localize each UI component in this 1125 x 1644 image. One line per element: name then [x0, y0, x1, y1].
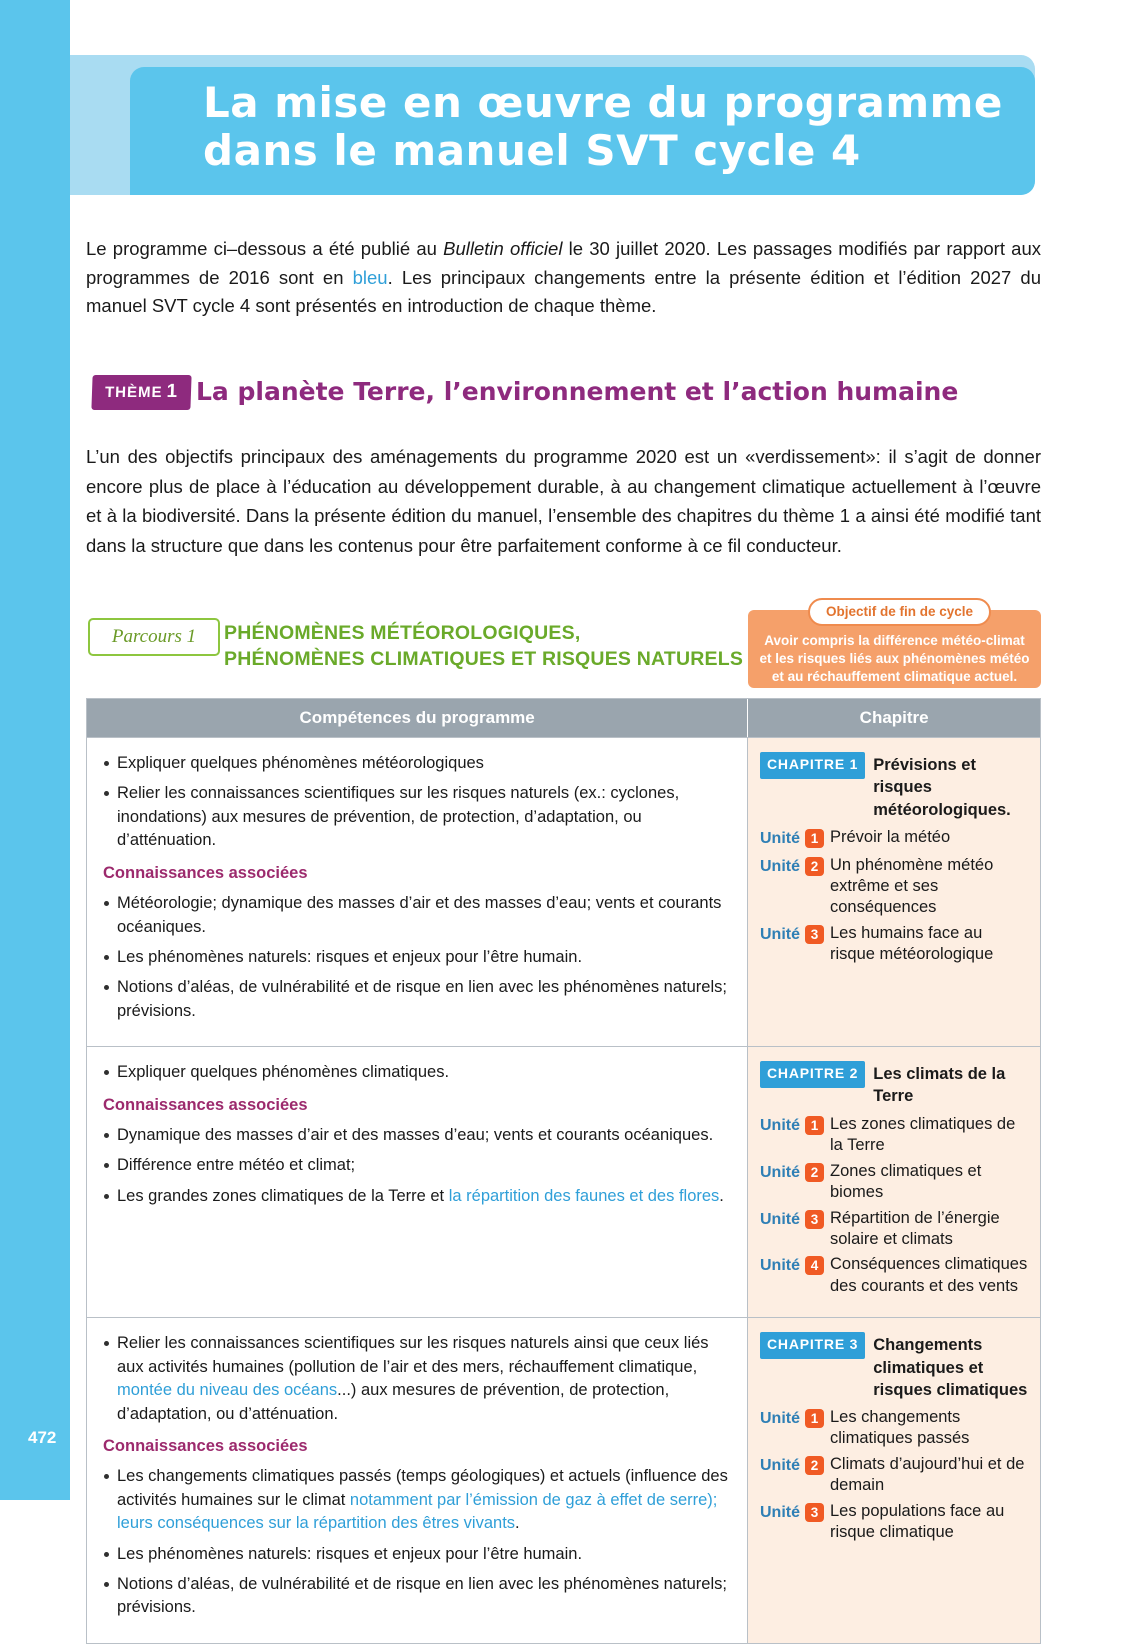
programme-table [86, 698, 1041, 1644]
list-item: Météorologie; dynamique des masses d’air et des masses d’eau; vents et courants océaniques. [103, 892, 731, 939]
chapter-name: Changements climatiques et risques climatiques [873, 1336, 1028, 1399]
page-number: 472 [28, 1428, 57, 1447]
intro-text-2: le 30 juillet 2020. Les passages modifiés par rapport aux programmes de 2016 sont en [86, 238, 1041, 288]
page-header [70, 55, 1040, 195]
theme-heading-row [86, 375, 1041, 419]
list-item: Notions d’aléas, de vulnérabilité et de risque en lien avec les phénomènes naturels; prévisions. [103, 1573, 731, 1620]
parcours-badge [88, 618, 220, 656]
unit-title: Les populations face au risque climatique [830, 1501, 1005, 1542]
unit-number: 3 [805, 1503, 824, 1522]
unit-label: Unité [760, 1257, 800, 1275]
list-item [760, 1161, 1028, 1204]
list-item [760, 855, 1028, 919]
list-item [760, 1454, 1028, 1497]
highlighted-text: montée du niveau des océans [117, 1381, 338, 1400]
unit-title: Un phénomène météo extrême et ses conséquences [830, 855, 994, 917]
list-item [760, 1114, 1028, 1157]
unit-number: 3 [805, 1210, 824, 1229]
list-item: Notions d’aléas, de vulnérabilité et de risque en lien avec les phénomènes naturels; prévisions. [103, 976, 731, 1023]
chapter-heading [760, 1061, 1028, 1108]
chapter-name: Prévisions et risques météorologiques. [873, 756, 1011, 819]
list-item: Relier les connaissances scientifiques sur les risques naturels ainsi que ceux liés aux activités humaines (pollution de l’air et des mers, réchauffement climatique, montée du niveau des océans...) aux mesures de prévention, de protection, d’adaptation, ou d’atténuation. [103, 1332, 731, 1426]
unit-label: Unité [760, 1163, 800, 1181]
list-item: Différence entre météo et climat; [103, 1154, 731, 1177]
list-item [760, 1254, 1028, 1297]
intro-text-3: . Les principaux changements entre la présente édition et l’édition 2027 du manuel SVT cycle 4 sont présentés en introduction de chaque thème. [86, 266, 1041, 317]
header-banner [130, 67, 1035, 195]
intro-paragraph [86, 235, 1041, 321]
unit-title: Prévoir la météo [830, 827, 951, 846]
objectif-pill-label: Objectif de fin de cycle [808, 598, 991, 626]
competences-cell [87, 1047, 748, 1317]
list-item [760, 1501, 1028, 1544]
chapter-heading [760, 1332, 1028, 1401]
chapitre-cell [748, 1047, 1040, 1317]
intro-italic: Bulletin officiel [443, 238, 563, 259]
list-item: Les phénomènes naturels: risques et enjeux pour l’être humain. [103, 1543, 731, 1566]
chapter-name: Les climats de la Terre [873, 1065, 1006, 1106]
unit-number: 1 [805, 829, 824, 848]
unit-label: Unité [760, 1410, 800, 1428]
unit-label: Unité [760, 1456, 800, 1474]
unit-number: 3 [805, 925, 824, 944]
list-item: Les phénomènes naturels: risques et enjeux pour l’être humain. [103, 946, 731, 969]
unit-title: Conséquences climatiques des courants et des vents [830, 1255, 1028, 1295]
theme-badge-label: THÈME [104, 384, 163, 401]
unit-title: Zones climatiques et biomes [830, 1161, 982, 1202]
highlighted-text: la répartition des faunes et des flores [448, 1186, 720, 1205]
chapter-tag: CHAPITRE 1 [760, 752, 865, 779]
parcours-title-line2: PHÉNOMÈNES CLIMATIQUES ET RISQUES NATURELS [224, 648, 744, 671]
unit-title: Climats d’aujourd’hui et de demain [830, 1454, 1025, 1495]
parcours-title-line1: PHÉNOMÈNES MÉTÉOROLOGIQUES, [224, 622, 581, 644]
table-row [87, 737, 1040, 1046]
unit-title: Les zones climatiques de la Terre [830, 1114, 1016, 1155]
intro-text-1: Le programme ci–dessous a été publié au [86, 238, 444, 259]
highlighted-text: notamment par l’émission de gaz à effet de serre); leurs conséquences sur la répartition des êtres vivants [117, 1490, 718, 1533]
page-title-line2: dans le manuel SVT cycle 4 [203, 126, 861, 176]
chapter-tag: CHAPITRE 3 [760, 1332, 865, 1359]
unit-number: 1 [805, 1409, 824, 1428]
unit-number: 2 [805, 1456, 824, 1475]
objectif-box [748, 598, 1041, 688]
unit-number: 4 [805, 1256, 824, 1275]
theme-badge-number: 1 [166, 381, 179, 402]
theme-title: La planète Terre, l’environnement et l’action humaine [196, 377, 959, 406]
list-item: Relier les connaissances scientifiques sur les risques naturels (ex.: cyclones, inondations) aux mesures de prévention, de protection, d’adaptation, ou d’atténuation. [103, 782, 731, 852]
list-item [760, 827, 1028, 851]
list-item: Expliquer quelques phénomènes climatiques. [103, 1061, 731, 1084]
table-header-chapitre: Chapitre [859, 708, 929, 727]
unit-label: Unité [760, 857, 800, 875]
competences-cell [87, 1318, 748, 1643]
chapter-tag: CHAPITRE 2 [760, 1061, 865, 1088]
chapitre-cell [748, 738, 1040, 1046]
objectif-body: Avoir compris la différence météo-climat et les risques liés aux phénomènes météo et au réchauffement climatique actuel. [748, 610, 1041, 688]
list-item: Expliquer quelques phénomènes météorologiques [103, 752, 731, 775]
connaissances-heading: Connaissances associées [103, 863, 308, 882]
list-item [760, 923, 1028, 966]
unit-label: Unité [760, 1503, 800, 1521]
competences-cell [87, 738, 748, 1046]
parcours-label: Parcours 1 [111, 626, 197, 647]
unit-number: 2 [805, 857, 824, 876]
list-item: Les changements climatiques passés (temps géologiques) et actuels (influence des activités humaines sur le climat notamment par l’émission de gaz à effet de serre); leurs conséquences sur la répartition des êtres vivants. [103, 1465, 731, 1535]
theme-badge [91, 375, 191, 410]
unit-number: 2 [805, 1163, 824, 1182]
left-color-band [0, 0, 70, 1500]
top-white-strip [70, 0, 1125, 55]
list-item [760, 1208, 1028, 1251]
unit-title: Les humains face au risque météorologique [830, 923, 994, 964]
connaissances-heading: Connaissances associées [103, 1095, 308, 1114]
parcours-title [224, 620, 744, 673]
theme-paragraph: L’un des objectifs principaux des aménagements du programme 2020 est un «verdissement»: il s’agit de donner encore plus de place à l’éducation au développement durable, à au changement climatique actuellement à l’œuvre et à la biodiversité. Dans la présente édition du manuel, l’ensemble des chapitres du thème 1 a ainsi été modifié tant dans la structure que dans les contenus pour être parfaitement conforme à ce fil conducteur. [86, 446, 1041, 556]
list-item: Dynamique des masses d’air et des masses d’eau; vents et courants océaniques. [103, 1124, 731, 1147]
connaissances-heading: Connaissances associées [103, 1436, 308, 1455]
unit-label: Unité [760, 925, 800, 943]
unit-label: Unité [760, 1116, 800, 1134]
unit-number: 1 [805, 1116, 824, 1135]
unit-title: Les changements climatiques passés [830, 1408, 970, 1448]
unit-label: Unité [760, 1210, 800, 1228]
list-item [760, 1407, 1028, 1450]
unit-title: Répartition de l’énergie solaire et climats [830, 1208, 1000, 1248]
table-row [87, 1046, 1040, 1317]
page-title-line1: La mise en œuvre du programme [203, 78, 1003, 127]
table-row [87, 1317, 1040, 1643]
chapitre-cell [748, 1318, 1040, 1643]
table-header-competences: Compétences du programme [87, 699, 748, 737]
table-header-row [87, 699, 1040, 737]
unit-label: Unité [760, 829, 800, 847]
intro-blue-word: bleu [352, 266, 388, 288]
chapter-heading [760, 752, 1028, 821]
list-item: Les grandes zones climatiques de la Terre et la répartition des faunes et des flores. [103, 1185, 731, 1208]
